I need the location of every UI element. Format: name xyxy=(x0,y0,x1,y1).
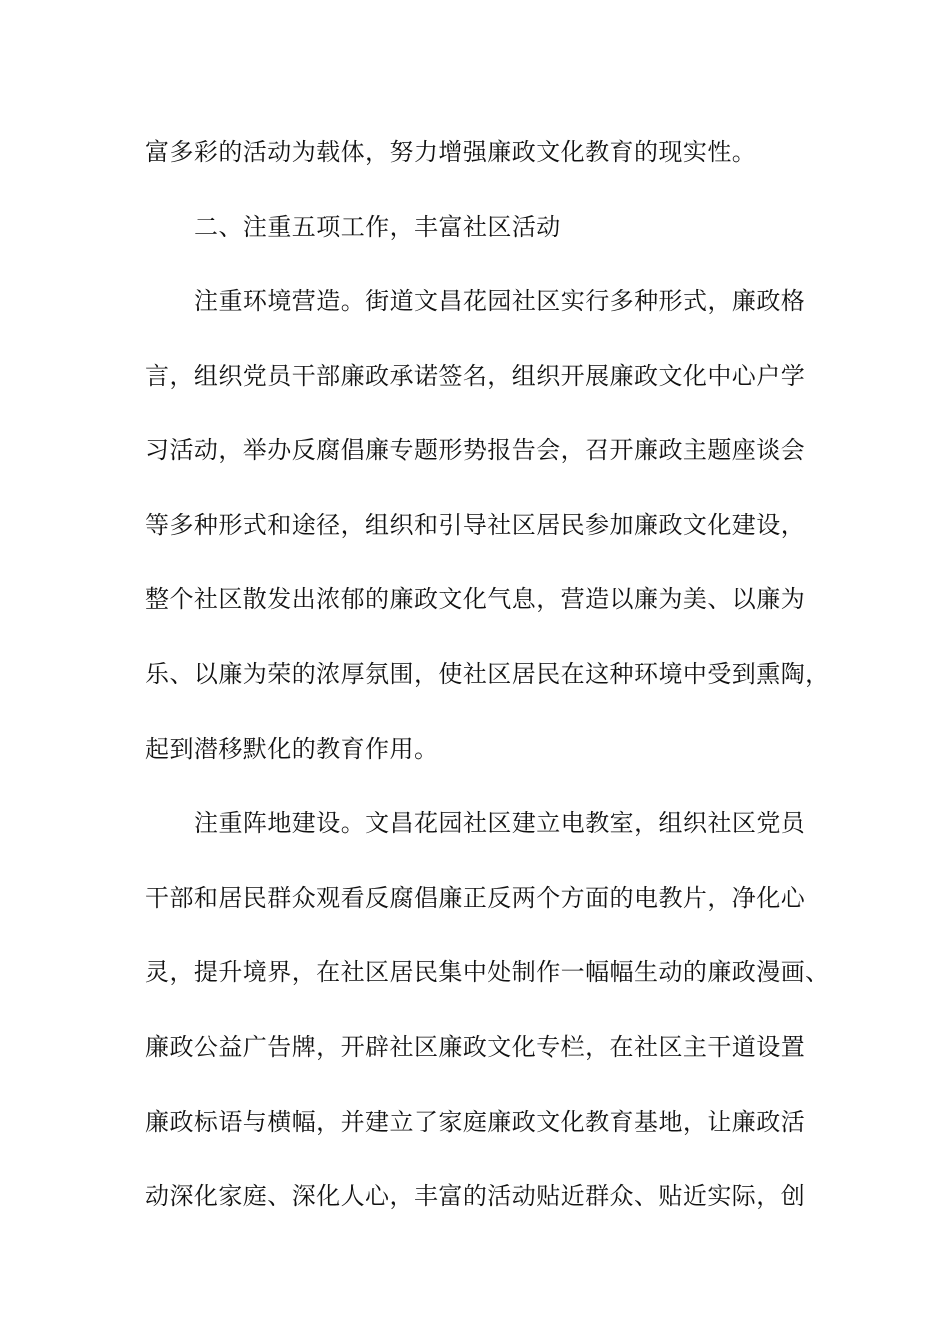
paragraph-1-line-7: 起到潜移默化的教育作用。 xyxy=(145,735,439,763)
paragraph-2-line-3: 灵，提升境界，在社区居民集中处制作一幅幅生动的廉政漫画、 xyxy=(145,958,830,986)
section-heading: 二、注重五项工作，丰富社区活动 xyxy=(194,213,561,241)
paragraph-1-line-3: 习活动，举办反腐倡廉专题形势报告会，召开廉政主题座谈会 xyxy=(145,436,806,464)
text-line-1: 富多彩的活动为载体，努力增强廉政文化教育的现实性。 xyxy=(145,138,757,166)
paragraph-1-line-2: 言，组织党员干部廉政承诺签名，组织开展廉政文化中心户学 xyxy=(145,362,806,390)
paragraph-2-line-1: 注重阵地建设。文昌花园社区建立电教室，组织社区党员 xyxy=(194,809,806,837)
paragraph-2-line-6: 动深化家庭、深化人心，丰富的活动贴近群众、贴近实际，创 xyxy=(145,1182,806,1210)
paragraph-2-line-5: 廉政标语与横幅，并建立了家庭廉政文化教育基地，让廉政活 xyxy=(145,1108,806,1136)
paragraph-1-line-5: 整个社区散发出浓郁的廉政文化气息，营造以廉为美、以廉为 xyxy=(145,585,806,613)
paragraph-1-line-1: 注重环境营造。街道文昌花园社区实行多种形式，廉政格 xyxy=(194,287,806,315)
paragraph-1-line-6: 乐、以廉为荣的浓厚氛围，使社区居民在这种环境中受到熏陶， xyxy=(145,660,830,688)
paragraph-1-line-4: 等多种形式和途径，组织和引导社区居民参加廉政文化建设， xyxy=(145,511,806,539)
paragraph-2-line-2: 干部和居民群众观看反腐倡廉正反两个方面的电教片，净化心 xyxy=(145,884,806,912)
paragraph-2-line-4: 廉政公益广告牌，开辟社区廉政文化专栏，在社区主干道设置 xyxy=(145,1033,806,1061)
